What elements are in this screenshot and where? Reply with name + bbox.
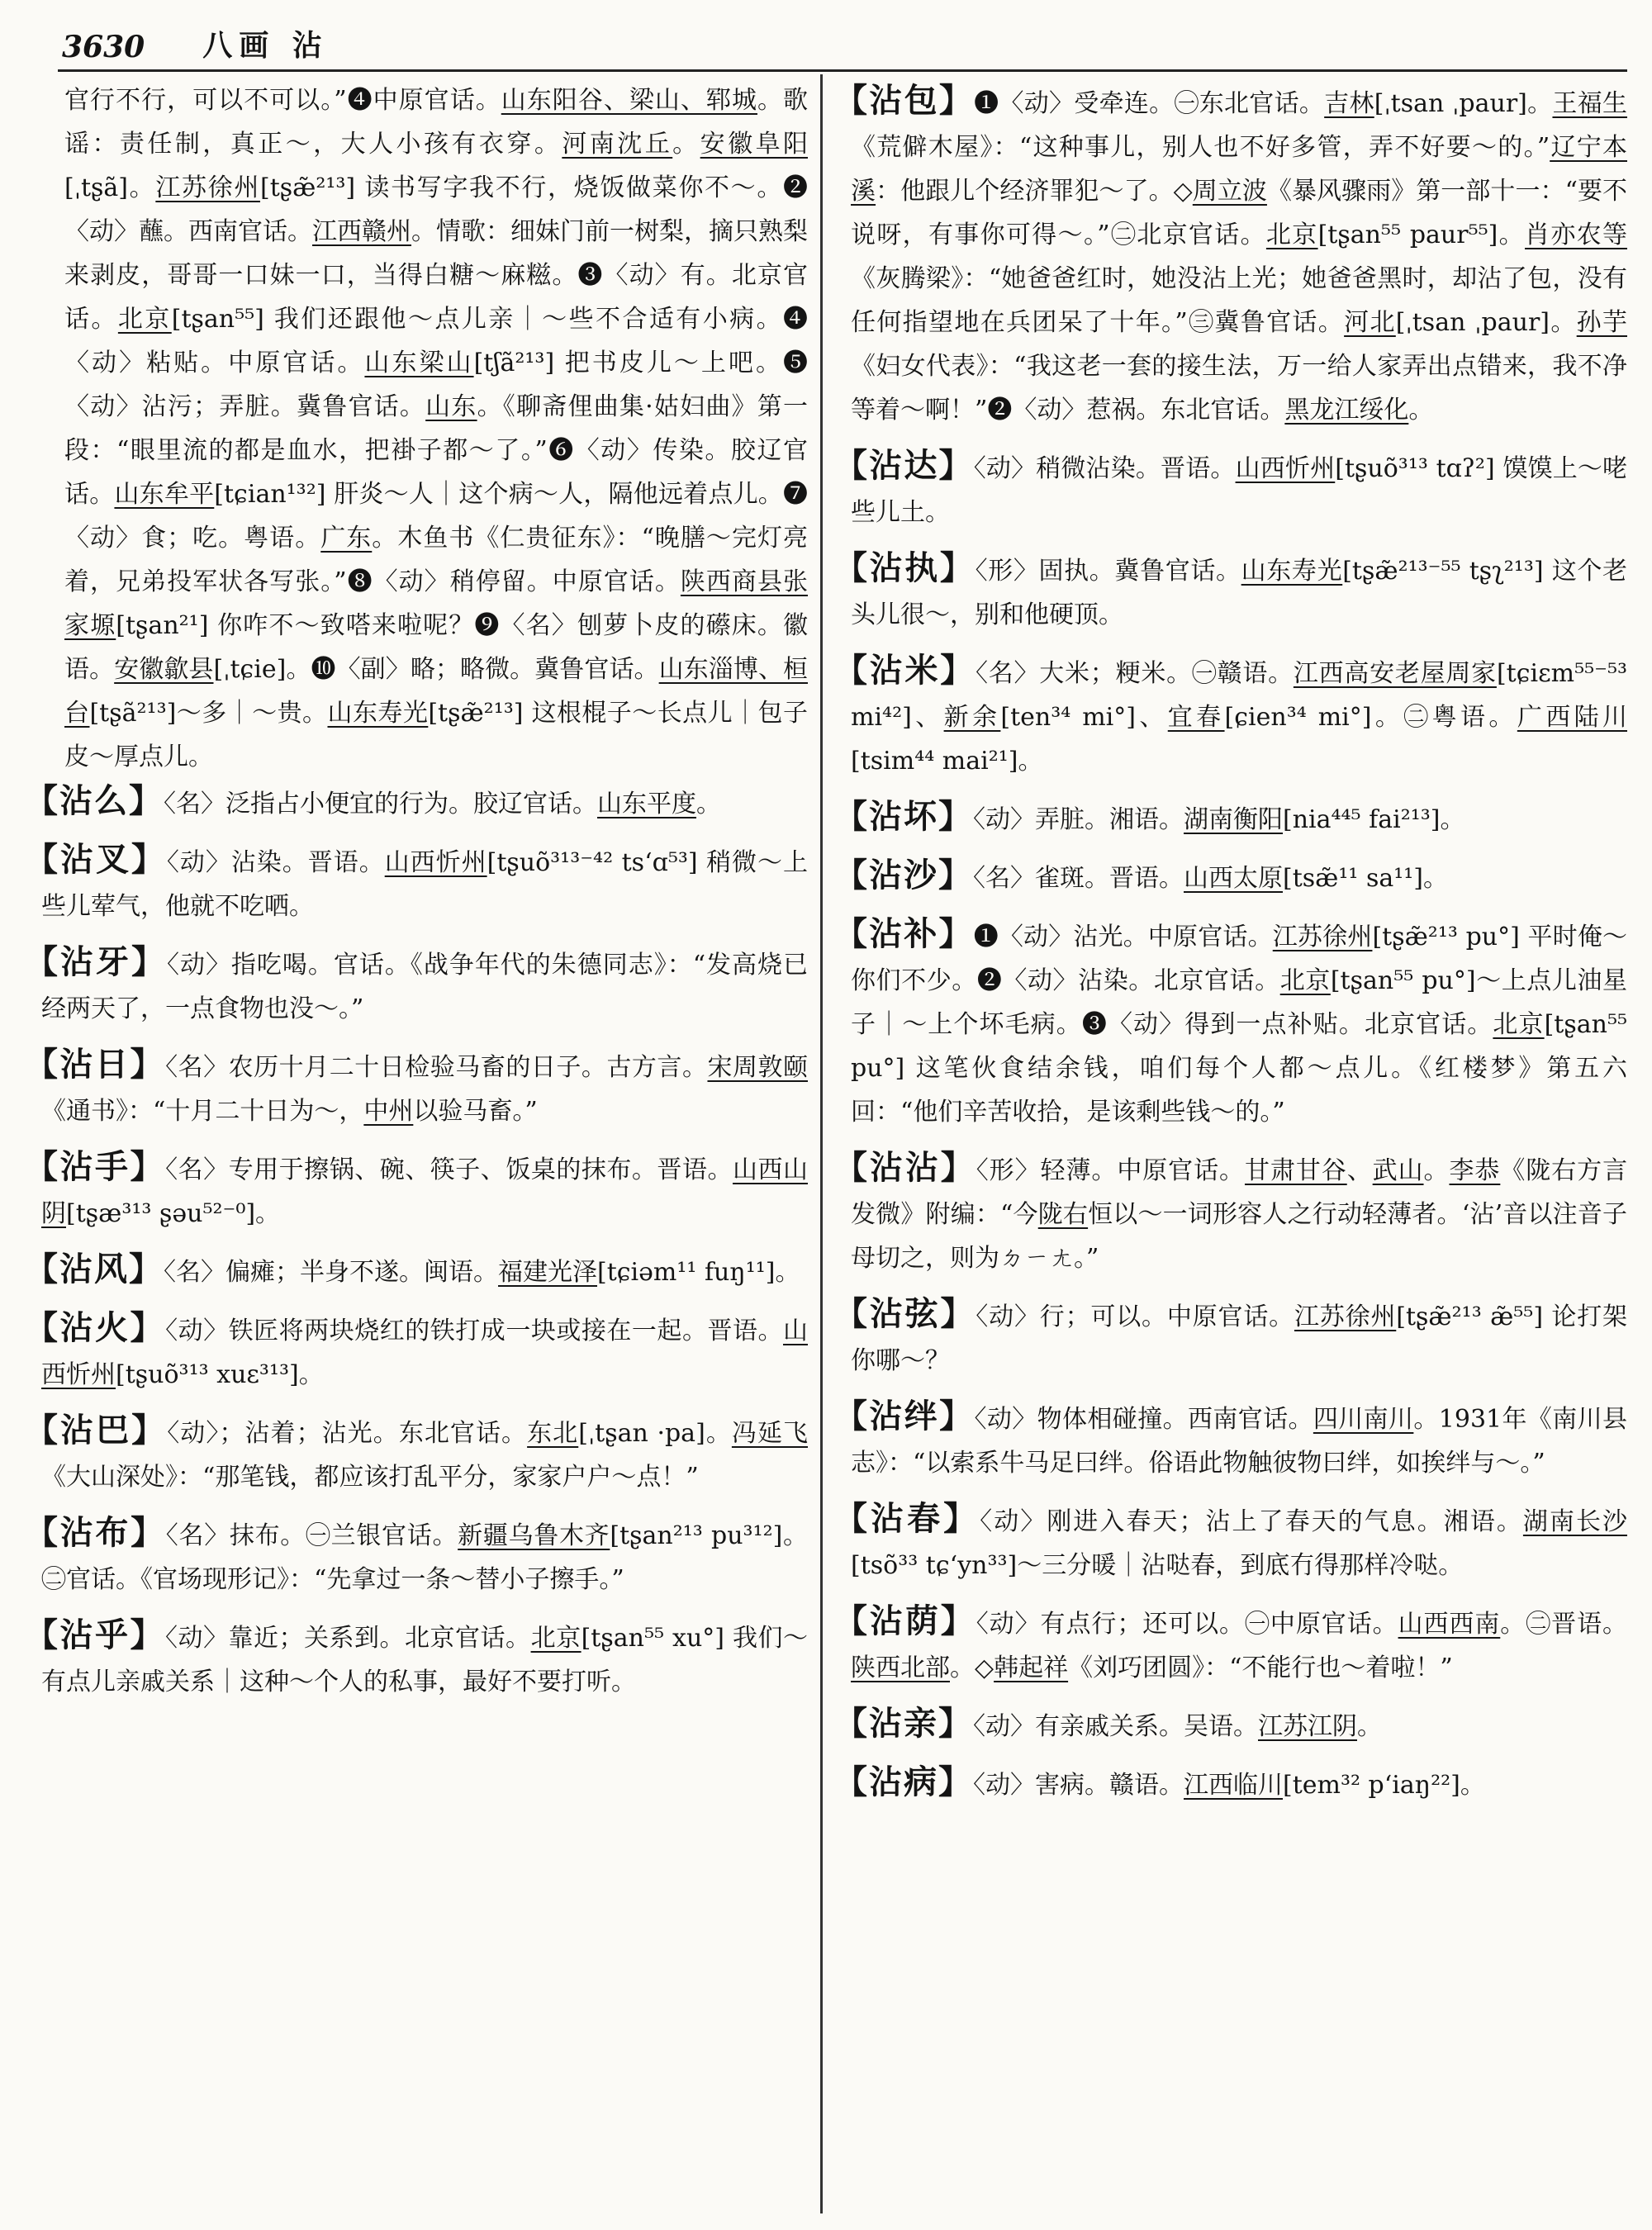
place-name: 李恭 bbox=[1449, 1156, 1501, 1185]
entry-text: [tʂæ̃²¹³] 读书写字我不行，烧饭做菜你不～。❷〈动〉蘸。西南官话。 bbox=[64, 173, 808, 246]
entry-text: [tʂan²¹] 你咋不～致嗒来啦呢？❾〈名〉刨萝卜皮的礤床。徽语。 bbox=[64, 611, 808, 684]
entry-text: 《通书》：“十月二十日为～， bbox=[41, 1097, 364, 1126]
headword: 【沾弦】 bbox=[834, 1294, 976, 1333]
dictionary-entry bbox=[25, 1042, 808, 1133]
entry-text: 〈动〉物体相碰撞。西南官话。 bbox=[974, 1405, 1313, 1434]
headword: 【沾沙】 bbox=[834, 856, 973, 894]
dictionary-entry bbox=[834, 853, 1627, 900]
headword: 【沾病】 bbox=[834, 1763, 973, 1801]
place-name: 江苏徐州 bbox=[1294, 1302, 1397, 1331]
left-entry-list bbox=[25, 779, 808, 1704]
entry-text: 《暴风骤雨》第一部十一：“要不说呀，有事你可得～。”㊁北京官话。 bbox=[851, 177, 1627, 249]
place-name: 山东寿光 bbox=[327, 699, 429, 728]
dictionary-entry bbox=[834, 912, 1627, 1134]
headword: 【沾巴】 bbox=[25, 1411, 168, 1450]
entry-text: [tʂæ̃²¹³ æ̃⁵⁵] 论打架你哪～？ bbox=[851, 1302, 1627, 1375]
entry-text: [tɕiɛm⁵⁵⁻⁵³ mi⁴²]、 bbox=[851, 659, 1627, 732]
entry-text: 〈形〉固执。冀鲁官话。 bbox=[975, 557, 1241, 586]
dictionary-entry bbox=[834, 795, 1627, 842]
headword: 【沾牙】 bbox=[25, 942, 167, 981]
place-name: 山西忻州 bbox=[41, 1317, 808, 1389]
entry-text: [tʂæ̃²¹³⁻⁵⁵ tʂʅ²¹³] 这个老头儿很～，别和他硬顶。 bbox=[851, 557, 1627, 629]
entry-text: 〈动〉刚进入春天；沾上了春天的气息。湘语。 bbox=[980, 1507, 1523, 1536]
entry-text: 。◇ bbox=[950, 1654, 995, 1682]
headword: 【沾绊】 bbox=[834, 1397, 975, 1435]
entry-text: [tʂan²¹³ pu³¹²]。㊁官话。《官场现形记》：“先拿过一条～替小子擦手。” bbox=[41, 1521, 808, 1594]
place-name: 安徽阜阳 bbox=[700, 130, 808, 159]
headword: 【沾春】 bbox=[834, 1499, 980, 1538]
right-column bbox=[834, 78, 1627, 2218]
place-name: 武山 bbox=[1372, 1156, 1424, 1185]
entry-text: 、 bbox=[1346, 1156, 1373, 1185]
entry-text: 〈动〉指吃喝。官话。《战争年代的朱德同志》：“发高烧已经两天了，一点食物也没～。” bbox=[41, 951, 808, 1023]
entry-text: [ˌtsan ˌpaur]。 bbox=[1374, 89, 1553, 118]
place-name: 宜春 bbox=[1167, 703, 1225, 732]
place-name: 周立波 bbox=[1192, 177, 1267, 206]
page-number: 3630 bbox=[62, 30, 145, 64]
entry-text: 《妇女代表》：“我这老一套的接生法，万一给人家弄出点错来，我不净等着～啊！”❷〈动〉惹祸。东北官话。 bbox=[851, 352, 1627, 425]
entry-text: 。《聊斋俚曲集·姑妇曲》第一段：“眼里流的都是血水，把褂子都～了。”❻〈动〉传染。胶辽官话。 bbox=[64, 392, 808, 509]
dictionary-entry bbox=[834, 1146, 1627, 1280]
continued-entry bbox=[25, 78, 808, 779]
place-name: 陕西商县张家塬 bbox=[64, 567, 808, 640]
place-name: 中州 bbox=[363, 1097, 414, 1126]
entry-text: 。1931年《南川县志》：“以索系牛马足曰绊。俗语此物触彼物曰绊，如挨绊与～。” bbox=[851, 1405, 1627, 1478]
headword: 【沾叉】 bbox=[25, 840, 167, 879]
place-name: 山东阳谷、梁山、郓城 bbox=[501, 86, 757, 115]
dictionary-entry bbox=[25, 1408, 808, 1499]
right-entry-list bbox=[834, 78, 1627, 1807]
place-name: 河南沈丘 bbox=[562, 130, 673, 159]
entry-text: 〈动〉有亲戚关系。吴语。 bbox=[973, 1712, 1258, 1741]
entry-text: 。 bbox=[1357, 1712, 1382, 1741]
entry-text: [tʂan⁵⁵ pu°]～上点儿油星子｜～上个坏毛病。❸〈动〉得到一点补贴。北京官话。 bbox=[851, 966, 1627, 1039]
entry-text: [ˌtɕie]。❿〈副〉略；略微。冀鲁官话。 bbox=[213, 655, 659, 684]
place-name: 山东淄博、桓台 bbox=[64, 655, 808, 728]
entry-text: [ˌtʂã]。 bbox=[64, 173, 156, 202]
place-name: 新疆乌鲁木齐 bbox=[458, 1521, 610, 1550]
entry-text: 《刘巧团圆》：“不能行也～着啦！” bbox=[1068, 1654, 1453, 1682]
dictionary-entry bbox=[834, 1292, 1627, 1383]
dictionary-entry bbox=[25, 837, 808, 928]
entry-text: [tsõ³³ tɕʻyn³³]～三分暖｜沾哒春，到底冇得那样冷哒。 bbox=[851, 1551, 1464, 1580]
entry-text: 〈动〉铁匠将两块烧红的铁打成一块或接在一起。晋语。 bbox=[165, 1317, 784, 1345]
place-name: 江西临川 bbox=[1184, 1771, 1283, 1800]
entry-text: 〈名〉大米；粳米。㊀赣语。 bbox=[976, 659, 1294, 688]
left-column bbox=[25, 78, 808, 2218]
place-name: 辽宁本溪 bbox=[851, 133, 1627, 206]
place-name: 吉林 bbox=[1324, 89, 1374, 118]
headword: 【沾荫】 bbox=[834, 1601, 976, 1640]
entry-text: 〈动〉稍微沾染。晋语。 bbox=[973, 454, 1236, 483]
entry-text: 〈形〉轻薄。中原官话。 bbox=[976, 1156, 1245, 1185]
dictionary-entry bbox=[834, 78, 1627, 432]
page-header bbox=[62, 18, 1631, 64]
entry-text: 〈动〉沾染。晋语。 bbox=[166, 848, 385, 877]
entry-text: 。 bbox=[696, 790, 721, 818]
place-name: 山东 bbox=[425, 392, 477, 421]
entry-text: [tʂan⁵⁵ paur⁵⁵]。 bbox=[1317, 221, 1526, 249]
place-name: 北京 bbox=[117, 305, 172, 334]
place-name: 安徽歙县 bbox=[114, 655, 214, 684]
place-name: 黑龙江绥化 bbox=[1284, 396, 1409, 425]
place-name: 宋周敦颐 bbox=[707, 1053, 808, 1082]
place-name: 江苏江阴 bbox=[1258, 1712, 1357, 1741]
entry-text: 以验马畜。” bbox=[413, 1097, 538, 1126]
place-name: 山东寿光 bbox=[1241, 557, 1343, 586]
place-name: 山东牟平 bbox=[114, 480, 215, 509]
place-name: 北京 bbox=[1265, 221, 1318, 249]
dictionary-entry bbox=[25, 940, 808, 1031]
entry-text: 。木鱼书《仁贵征东》：“晚膳～完灯亮着，兄弟投军状各写张。”❽〈动〉稍停留。中原官话。 bbox=[64, 524, 808, 596]
entry-text: ：他跟儿个经济罪犯～了。◇ bbox=[876, 177, 1193, 206]
place-name: 福建光泽 bbox=[498, 1258, 597, 1287]
dictionary-entry bbox=[25, 779, 808, 826]
place-name: 冯延飞 bbox=[731, 1419, 808, 1448]
headword: 【沾补】 bbox=[834, 914, 974, 953]
entry-text: [ɕien³⁴ mi°]。㊁粤语。 bbox=[1224, 703, 1517, 732]
entry-text: 。 bbox=[1408, 396, 1434, 425]
dictionary-entry bbox=[25, 1145, 808, 1236]
headword: 【沾么】 bbox=[25, 781, 164, 820]
dictionary-entry bbox=[834, 1599, 1627, 1690]
dictionary-entry bbox=[834, 444, 1627, 534]
place-name: 广西陆川 bbox=[1517, 703, 1627, 732]
entry-text: 。㊁晋语。 bbox=[1500, 1610, 1627, 1639]
place-name: 山东梁山 bbox=[364, 349, 474, 377]
entry-text: 〈名〉抹布。㊀兰银官话。 bbox=[165, 1521, 458, 1550]
place-name: 陇右 bbox=[1037, 1200, 1089, 1229]
entry-text: [tsæ̃¹¹ sa¹¹]。 bbox=[1283, 864, 1448, 893]
entry-text: [tʂan⁵⁵ pu°] 这笔伙食结余钱，咱们每个人都～点儿。《红楼梦》第五六回：“他们辛苦收拾，是该剩些钱～的。” bbox=[851, 1010, 1627, 1127]
place-name: 北京 bbox=[1493, 1010, 1545, 1039]
place-name: 韩起祥 bbox=[994, 1654, 1069, 1682]
headword: 【沾亲】 bbox=[834, 1704, 973, 1743]
entry-text: 《荒僻木屋》：“这种事儿，别人也不好多管，弄不好要～的。” bbox=[851, 133, 1550, 162]
entry-text: [ˌtʂan ·pa]。 bbox=[578, 1419, 732, 1448]
entry-text: 恒以～一词形容人之行动轻薄者。‘沾’音以注音子母切之，则为ㄉㄧㄤ。” bbox=[851, 1200, 1627, 1273]
place-name: 广东 bbox=[320, 524, 373, 553]
dictionary-entry bbox=[834, 1394, 1627, 1485]
entry-text: 〈名〉偏瘫；半身不遂。闽语。 bbox=[164, 1258, 498, 1287]
entry-text: ❶〈动〉沾光。中原官话。 bbox=[973, 923, 1273, 951]
entry-text: [tʂuõ³¹³⁻⁴² tsʻɑ⁵³] 稍微～上些儿荤气，他就不吃哂。 bbox=[41, 848, 808, 921]
entry-text: [tsim⁴⁴ mai²¹]。 bbox=[851, 747, 1043, 776]
column-divider bbox=[820, 74, 823, 2213]
entry-text: 〈动〉有点行；还可以。㊀中原官话。 bbox=[976, 1610, 1398, 1639]
entry-text: 〈名〉雀斑。晋语。 bbox=[973, 864, 1184, 893]
entry-text: [tʂan⁵⁵] 我们还跟他～点儿亲｜～些不合适有小病。❹〈动〉粘贴。中原官话。 bbox=[64, 305, 808, 377]
place-name: 北京 bbox=[1279, 966, 1331, 995]
entry-text: [tʂæ̃²¹³] 这根棍子～长点儿｜包子皮～厚点儿。 bbox=[64, 699, 808, 771]
place-name: 陕西北部 bbox=[851, 1654, 950, 1682]
entry-text: 〈动〉行；可以。中原官话。 bbox=[976, 1302, 1294, 1331]
entry-text: [ˌtsan ˌpaur]。 bbox=[1395, 308, 1577, 337]
headword: 【沾布】 bbox=[25, 1513, 166, 1552]
place-name: 新余 bbox=[943, 703, 1001, 732]
entry-text: 官行不行，可以不可以。”❹中原官话。 bbox=[64, 86, 501, 115]
entry-text: [tɕian¹³²] 肝炎～人｜这个病～人，隔他远着点儿。❼〈动〉食；吃。粤语。 bbox=[64, 480, 808, 553]
place-name: 东北 bbox=[527, 1419, 579, 1448]
place-name: 湖南衡阳 bbox=[1184, 805, 1283, 834]
place-name: 江西高安老屋周家 bbox=[1293, 659, 1497, 688]
dictionary-entry bbox=[834, 1701, 1627, 1748]
entry-text: 〈动〉害病。赣语。 bbox=[973, 1771, 1184, 1800]
headword: 【沾火】 bbox=[25, 1308, 166, 1347]
dictionary-entry bbox=[834, 1760, 1627, 1807]
place-name: 河北 bbox=[1344, 308, 1396, 337]
header-rule bbox=[58, 69, 1627, 72]
entry-text: [nia⁴⁴⁵ fai²¹³]。 bbox=[1283, 805, 1465, 834]
place-name: 山西忻州 bbox=[384, 848, 487, 877]
entry-text: [tʂan⁵⁵ xu°] 我们～有点儿亲戚关系｜这种～个人的私事，最好不要打听。 bbox=[41, 1624, 808, 1696]
entry-text: 。 bbox=[672, 130, 700, 159]
entry-text: [ten³⁴ mi°]、 bbox=[1000, 703, 1168, 732]
entry-text: 。歌谣：责任制，真正～，大人小孩有衣穿。 bbox=[64, 86, 808, 159]
dictionary-entry bbox=[834, 546, 1627, 637]
dictionary-entry bbox=[25, 1511, 808, 1601]
place-name: 江苏徐州 bbox=[1272, 923, 1373, 951]
dictionary-entry bbox=[25, 1306, 808, 1397]
entry-text: [tɕiəm¹¹ fuŋ¹¹]。 bbox=[597, 1258, 800, 1287]
entry-text: [tʂuõ³¹³ xuɛ³¹³]。 bbox=[116, 1360, 324, 1389]
headword: 【沾手】 bbox=[25, 1147, 166, 1186]
place-name: 湖南长沙 bbox=[1522, 1507, 1627, 1536]
place-name: 孙芋 bbox=[1576, 308, 1627, 337]
entry-text: 〈名〉泛指占小便宜的行为。胶辽官话。 bbox=[164, 790, 597, 818]
entry-text: [tʂæ³¹³ ʂəu⁵²⁻⁰]。 bbox=[66, 1199, 281, 1228]
dictionary-entry bbox=[834, 648, 1627, 783]
headword: 【沾日】 bbox=[25, 1045, 166, 1084]
entry-text: 。情歌：细妹门前一树梨，摘只熟梨来剥皮，哥哥一口妹一口，当得白糖～麻糍。❸〈动〉有。北京官话。 bbox=[64, 217, 808, 334]
dictionary-entry bbox=[834, 1497, 1627, 1587]
place-name: 肖亦农等 bbox=[1525, 221, 1627, 249]
place-name: 江苏徐州 bbox=[155, 173, 260, 202]
entry-text: [tʂã²¹³]～多｜～贵。 bbox=[89, 699, 328, 728]
place-name: 山西西南 bbox=[1398, 1610, 1501, 1639]
entry-text: [tʂuõ³¹³ tɑʔ²] 馍馍上～咾些儿土。 bbox=[851, 454, 1627, 527]
entry-text: [tʂæ̃²¹³ pu°] 平时俺～你们不少。❷〈动〉沾染。北京官话。 bbox=[851, 923, 1627, 995]
entry-text: [tem³² pʻiaŋ²²]。 bbox=[1283, 1771, 1485, 1800]
entry-text: 〈名〉农历十月二十日检验马畜的日子。古方言。 bbox=[165, 1053, 708, 1082]
entry-text: 《大山深处》：“那笔钱，都应该打乱平分，家家户户～点！” bbox=[41, 1463, 699, 1492]
headword: 【沾执】 bbox=[834, 548, 976, 587]
headword: 【沾乎】 bbox=[25, 1616, 166, 1654]
entry-text: 〈动〉弄脏。湘语。 bbox=[973, 805, 1184, 834]
entry-text: 〈动〉；沾着；沾光。东北官话。 bbox=[167, 1419, 528, 1448]
headword: 【沾风】 bbox=[25, 1250, 164, 1288]
entry-text: 〈名〉专用于擦锅、碗、筷子、饭桌的抹布。晋语。 bbox=[165, 1155, 733, 1184]
entry-text: ❶〈动〉受牵连。㊀东北官话。 bbox=[974, 89, 1325, 118]
place-name: 山西太原 bbox=[1184, 864, 1283, 893]
place-name: 王福生 bbox=[1552, 89, 1627, 118]
place-name: 四川南川 bbox=[1313, 1405, 1414, 1434]
headword: 【沾达】 bbox=[834, 446, 974, 485]
headword: 【沾包】 bbox=[834, 81, 975, 120]
place-name: 江西赣州 bbox=[312, 217, 411, 246]
dictionary-entry bbox=[25, 1247, 808, 1294]
place-name: 北京 bbox=[530, 1624, 582, 1653]
section-label: 八画 沾 bbox=[202, 29, 329, 63]
entry-text: 《陇右方言发微》附编：“今 bbox=[851, 1156, 1627, 1229]
entry-text: 〈动〉靠近；关系到。北京官话。 bbox=[165, 1624, 531, 1653]
place-name: 山西山阴 bbox=[41, 1155, 808, 1228]
dictionary-entry bbox=[25, 1613, 808, 1704]
headword: 【沾沾】 bbox=[834, 1148, 976, 1187]
entry-text: [tʃã²¹³] 把书皮儿～上吧。❺〈动〉沾污；弄脏。冀鲁官话。 bbox=[64, 349, 808, 421]
entry-text: 《灰腾梁》：“她爸爸红时，她没沾上光；她爸爸黑时，却沾了包，没有任何指望地在兵团呆了十年。”㊂冀鲁官话。 bbox=[851, 264, 1627, 337]
place-name: 甘肃甘谷 bbox=[1244, 1156, 1347, 1185]
entry-text: 。 bbox=[1423, 1156, 1450, 1185]
place-name: 山东平度 bbox=[597, 790, 696, 818]
place-name: 山西忻州 bbox=[1235, 454, 1336, 483]
headword: 【沾坏】 bbox=[834, 797, 973, 836]
headword: 【沾米】 bbox=[834, 651, 976, 690]
